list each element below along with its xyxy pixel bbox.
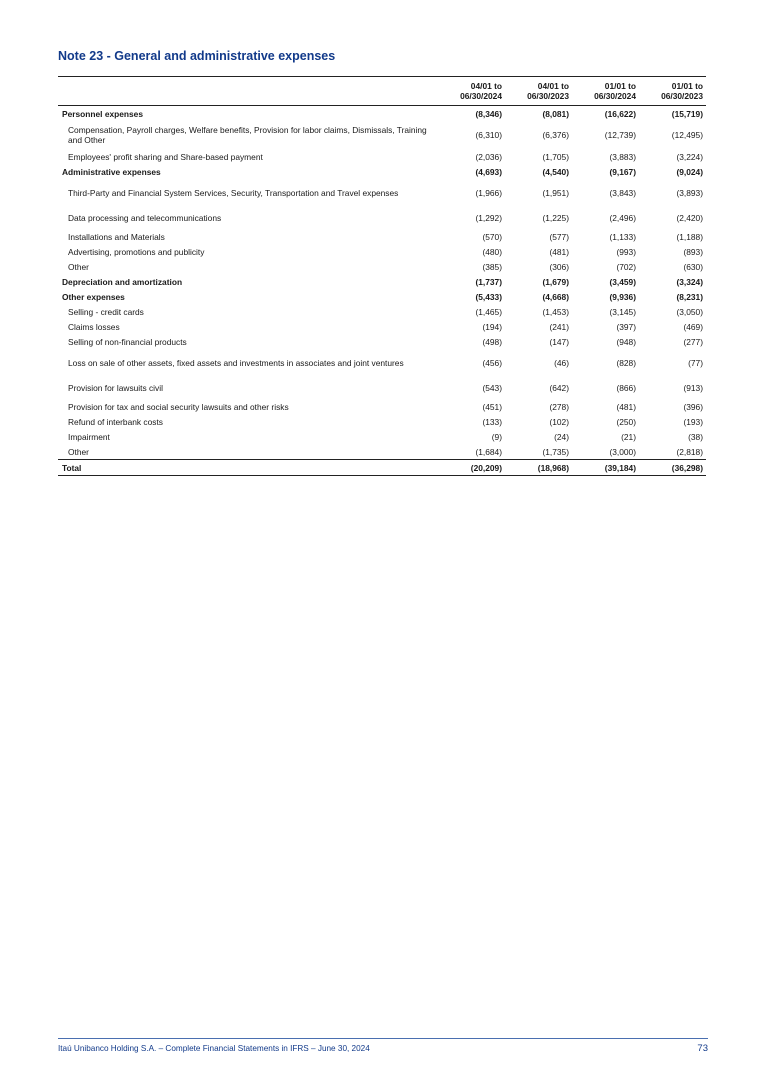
cell-value: (3,843): [609, 188, 636, 198]
table-row: [58, 319, 706, 334]
cell-value: (2,496): [609, 213, 636, 223]
row-label: Advertising, promotions and publicity: [68, 246, 205, 257]
cell-value: (241): [549, 321, 569, 332]
cell-value: (385): [482, 261, 502, 272]
cell-value: (16,622): [604, 108, 636, 119]
footer-text: Itaú Unibanco Holding S.A. – Complete Financial Statements in IFRS – June 30, 2024: [58, 1044, 370, 1053]
cell-value: (451): [482, 401, 502, 412]
row-label: Other expenses: [62, 291, 125, 302]
cell-value: (2,818): [676, 446, 703, 457]
cell-value: (250): [616, 416, 636, 427]
cell-value: (480): [482, 246, 502, 257]
cell-value: (38): [688, 431, 703, 442]
table-row: [58, 164, 706, 179]
row-label: Refund of interbank costs: [68, 416, 163, 427]
table-row: [58, 414, 706, 429]
footer-divider: [58, 1038, 708, 1039]
cell-value: (193): [683, 416, 703, 427]
row-label: Personnel expenses: [62, 108, 143, 119]
page-title: Note 23 - General and administrative expenses: [58, 49, 336, 63]
row-label: Selling - credit cards: [68, 306, 144, 317]
table-row: [58, 289, 706, 304]
cell-value: (1,188): [676, 231, 703, 242]
cell-value: (194): [482, 321, 502, 332]
cell-value: (577): [549, 231, 569, 242]
cell-value: (133): [482, 416, 502, 427]
cell-value: (24): [554, 431, 569, 442]
table-row: [58, 377, 706, 399]
row-label: Third-Party and Financial System Services, Security, Transportation and Travel expenses: [68, 188, 399, 198]
row-label: Depreciation and amortization: [62, 276, 183, 287]
cell-value: (1,679): [542, 276, 569, 287]
cell-value: (46): [554, 358, 569, 368]
cell-value: (1,966): [475, 188, 502, 198]
row-label: Provision for tax and social security lawsuits and other risks: [68, 401, 289, 412]
cell-value: (8,231): [676, 291, 703, 302]
cell-value: (1,951): [542, 188, 569, 198]
expenses-table: [58, 76, 706, 476]
cell-value: (3,459): [609, 276, 636, 287]
cell-value: (866): [616, 383, 636, 393]
cell-value: (702): [616, 261, 636, 272]
cell-value: (3,324): [676, 276, 703, 287]
cell-value: (469): [683, 321, 703, 332]
table-row: [58, 179, 706, 207]
column-header: 01/01 to 06/30/2024: [572, 77, 639, 106]
table-row: [58, 259, 706, 274]
cell-value: (993): [616, 246, 636, 257]
row-label: Installations and Materials: [68, 231, 165, 242]
cell-value: (306): [549, 261, 569, 272]
cell-value: (456): [482, 358, 502, 368]
row-label: Provision for lawsuits civil: [68, 383, 163, 393]
cell-value: (1,465): [475, 306, 502, 317]
cell-value: (1,453): [542, 306, 569, 317]
cell-value: (481): [549, 246, 569, 257]
cell-value: (36,298): [639, 460, 706, 476]
cell-value: (498): [482, 336, 502, 347]
table-total-row: [58, 460, 706, 476]
table-row: [58, 399, 706, 414]
row-label: Total: [58, 460, 438, 476]
cell-value: (481): [616, 401, 636, 412]
cell-value: (893): [683, 246, 703, 257]
cell-value: (3,000): [609, 446, 636, 457]
cell-value: (543): [482, 383, 502, 393]
cell-value: (102): [549, 416, 569, 427]
cell-value: (9,024): [676, 166, 703, 177]
cell-value: (18,968): [505, 460, 572, 476]
cell-value: (913): [683, 383, 703, 393]
cell-value: (1,133): [609, 231, 636, 242]
cell-value: (1,735): [542, 446, 569, 457]
row-label: Selling of non-financial products: [68, 336, 187, 347]
row-label: Other: [68, 261, 89, 272]
row-label: Claims losses: [68, 321, 120, 332]
cell-value: (1,737): [475, 276, 502, 287]
cell-value: (15,719): [671, 108, 703, 119]
cell-value: (570): [482, 231, 502, 242]
cell-value: (1,705): [542, 151, 569, 162]
cell-value: (3,224): [676, 151, 703, 162]
row-label: Other: [68, 446, 89, 457]
page-number: 73: [697, 1043, 708, 1054]
cell-value: (278): [549, 401, 569, 412]
cell-value: (3,145): [609, 306, 636, 317]
cell-value: (4,693): [475, 166, 502, 177]
cell-value: (1,225): [542, 213, 569, 223]
cell-value: (948): [616, 336, 636, 347]
table-row: [58, 229, 706, 244]
table-row: [58, 207, 706, 229]
row-label: Compensation, Payroll charges, Welfare benefits, Provision for labor claims, Dismissals, Training and Other: [68, 125, 427, 145]
cell-value: (9): [491, 431, 502, 442]
cell-value: (642): [549, 383, 569, 393]
cell-value: (9,936): [609, 291, 636, 302]
table-row: [58, 429, 706, 444]
cell-value: (4,668): [542, 291, 569, 302]
cell-value: (8,346): [475, 108, 502, 119]
cell-value: (3,893): [676, 188, 703, 198]
cell-value: (1,292): [475, 213, 502, 223]
table-row: [58, 149, 706, 164]
table-row: [58, 274, 706, 289]
table-row: [58, 244, 706, 259]
cell-value: (2,420): [676, 213, 703, 223]
cell-value: (77): [688, 358, 703, 368]
row-label: Loss on sale of other assets, fixed assets and investments in associates and joint ventures: [68, 358, 404, 368]
cell-value: (4,540): [542, 166, 569, 177]
cell-value: (828): [616, 358, 636, 368]
cell-value: (6,310): [475, 130, 502, 140]
cell-value: (1,684): [475, 446, 502, 457]
column-header: 04/01 to 06/30/2023: [505, 77, 572, 106]
table-row: [58, 304, 706, 319]
cell-value: (147): [549, 336, 569, 347]
row-label: Employees' profit sharing and Share-based payment: [68, 151, 263, 162]
cell-value: (12,495): [671, 130, 703, 140]
cell-value: (396): [683, 401, 703, 412]
column-header: 01/01 to 06/30/2023: [639, 77, 706, 106]
row-label: Administrative expenses: [62, 166, 161, 177]
table-row: [58, 444, 706, 460]
table-row: [58, 106, 706, 122]
cell-value: (6,376): [542, 130, 569, 140]
cell-value: (397): [616, 321, 636, 332]
cell-value: (20,209): [438, 460, 505, 476]
header-blank: [58, 77, 438, 106]
table-row: [58, 349, 706, 377]
cell-value: (21): [621, 431, 636, 442]
cell-value: (3,050): [676, 306, 703, 317]
cell-value: (3,883): [609, 151, 636, 162]
table-row: [58, 334, 706, 349]
cell-value: (630): [683, 261, 703, 272]
cell-value: (5,433): [475, 291, 502, 302]
cell-value: (8,081): [542, 108, 569, 119]
row-label: Data processing and telecommunications: [68, 213, 222, 223]
cell-value: (9,167): [609, 166, 636, 177]
cell-value: (12,739): [604, 130, 636, 140]
table-row: [58, 121, 706, 149]
table-header-row: [58, 77, 706, 106]
cell-value: (39,184): [572, 460, 639, 476]
cell-value: (277): [683, 336, 703, 347]
column-header: 04/01 to 06/30/2024: [438, 77, 505, 106]
cell-value: (2,036): [475, 151, 502, 162]
row-label: Impairment: [68, 431, 110, 442]
